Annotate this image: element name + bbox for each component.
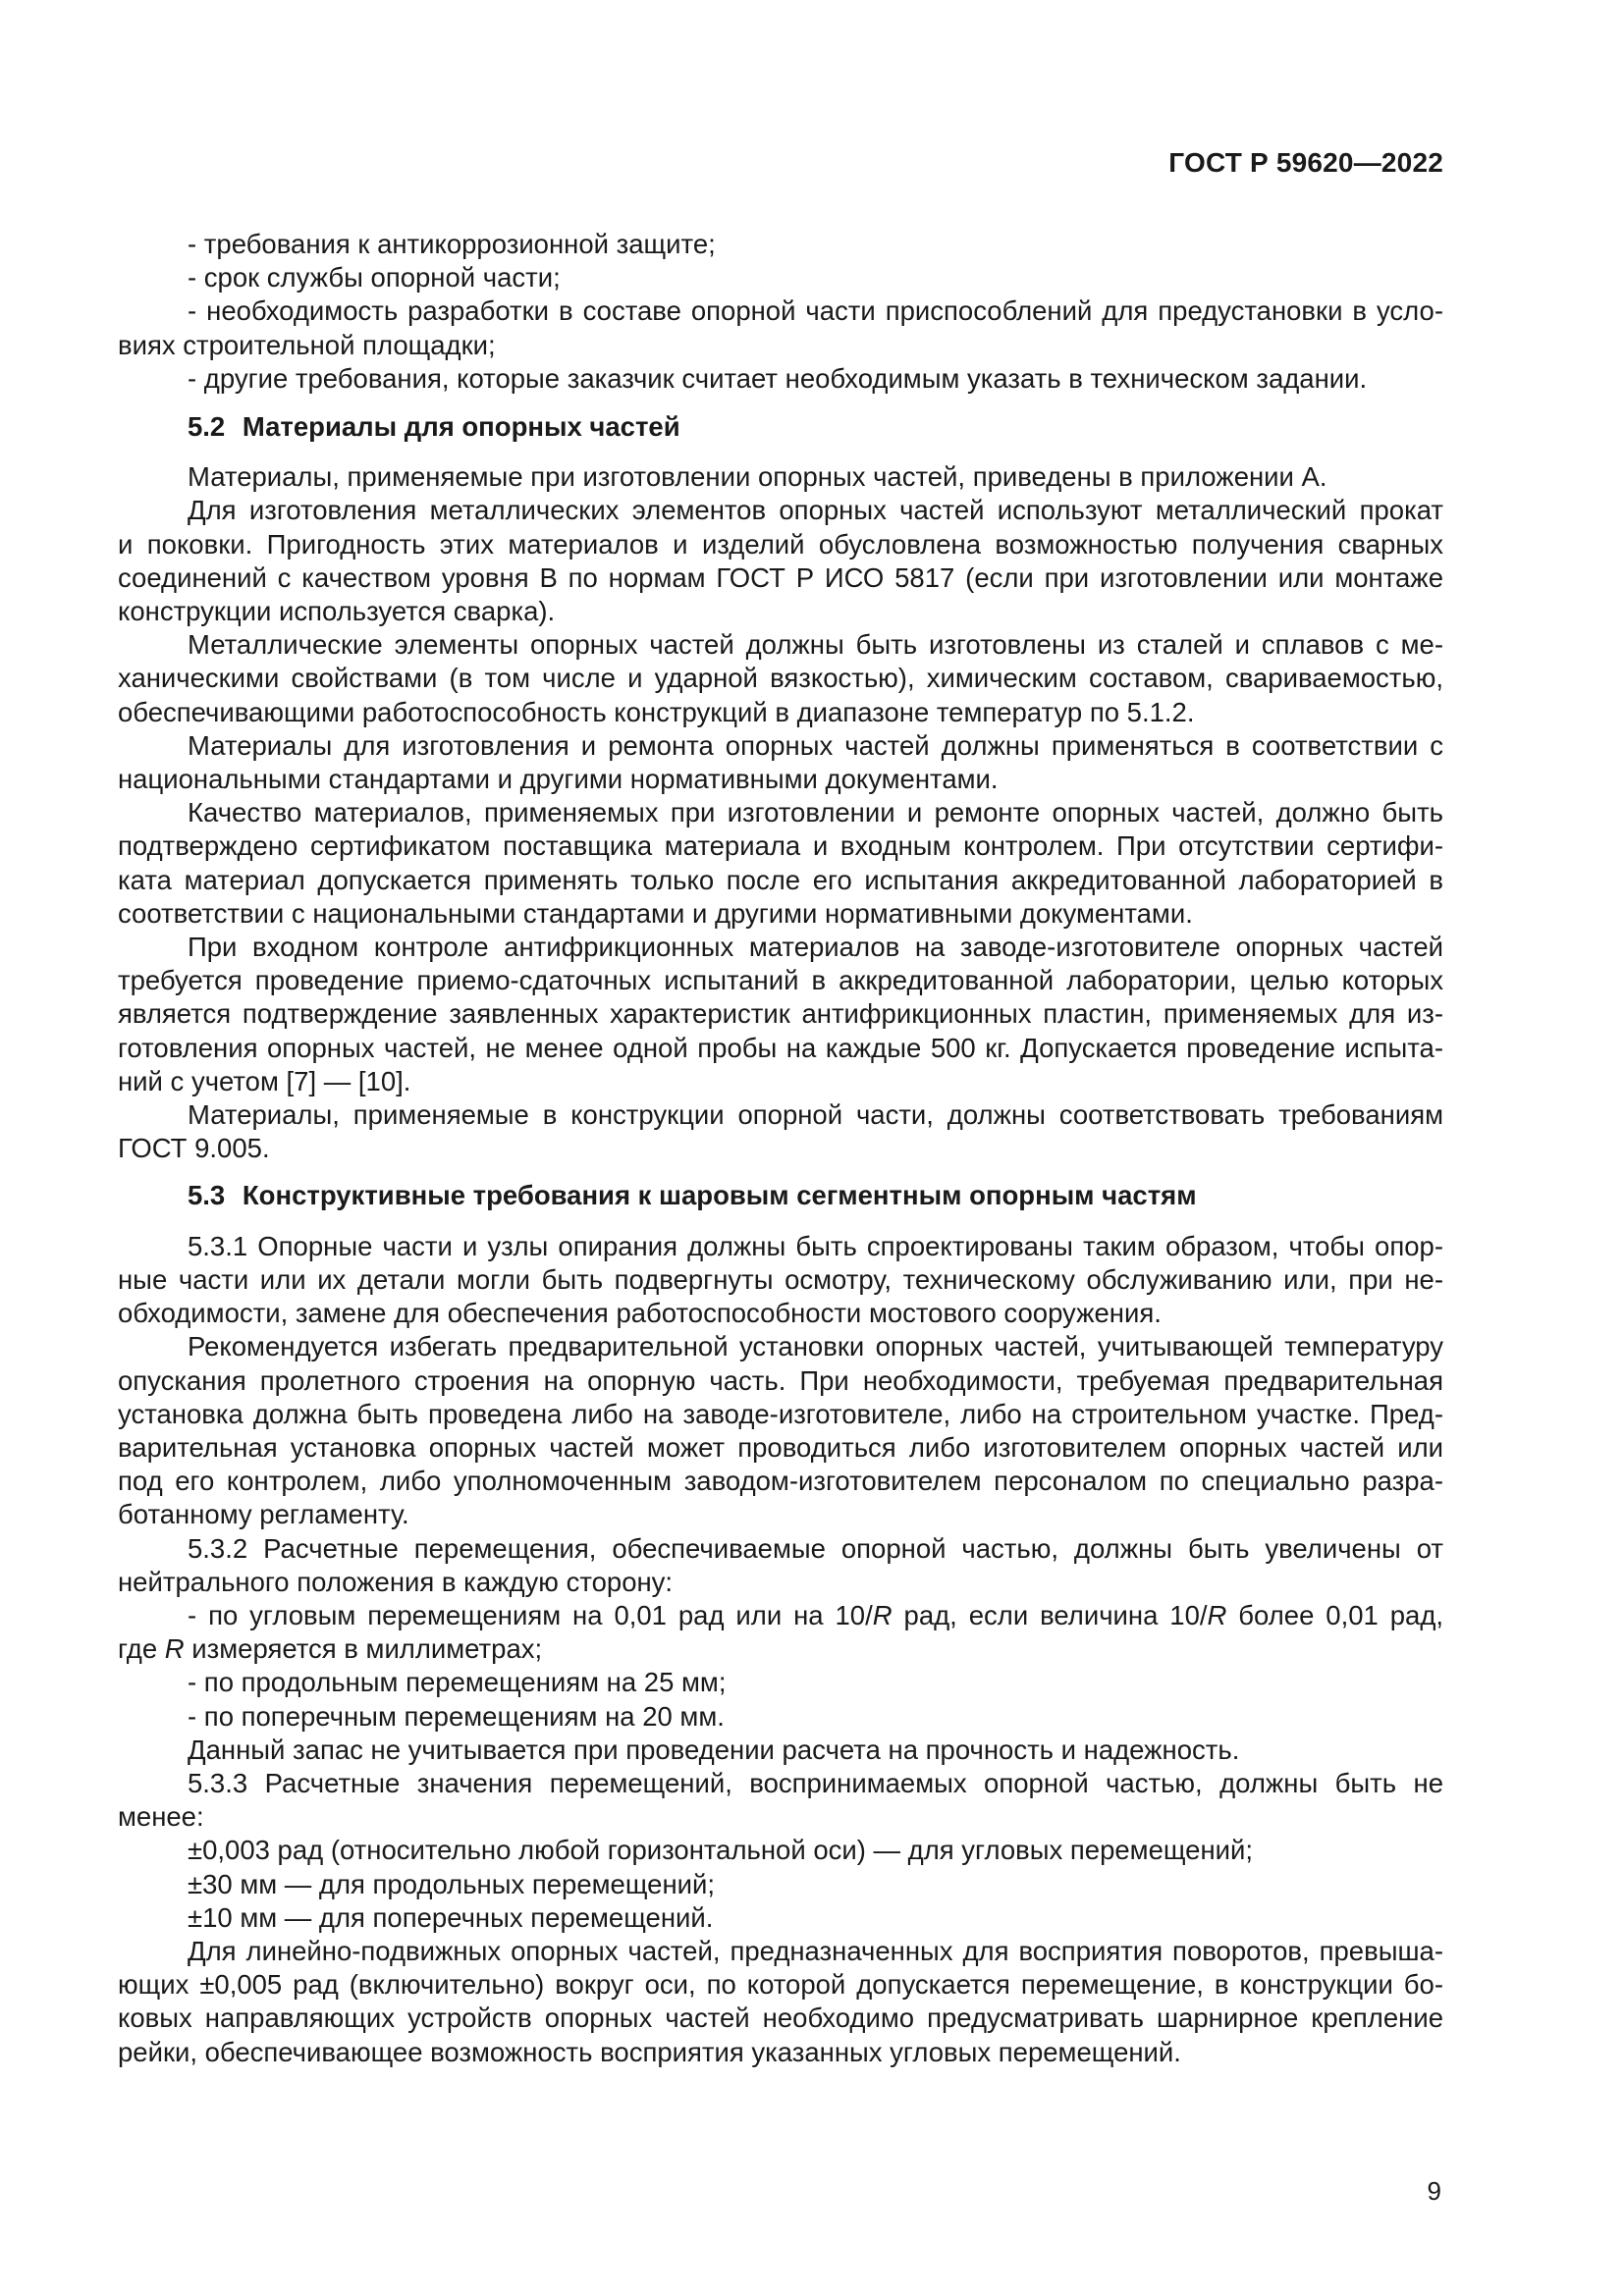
list-item	[118, 1599, 1443, 1632]
section-5-2-body	[118, 460, 1443, 1165]
text-run: где	[118, 1633, 165, 1665]
paragraph-line: Материалы, применяемые в конструкции опорной части, должны соответствовать требованиям	[188, 1099, 1443, 1131]
paragraph-line: под его контролем, либо уполномоченным заводом-изготовителем персоналом по специально разра-	[118, 1466, 1443, 1497]
section-heading-5-2	[118, 410, 1443, 444]
paragraph-line: 5.3.1 Опорные части и узлы опирания должны быть спроектированы таким образом, чтобы опор-	[188, 1230, 1443, 1261]
paragraph-line: 5.3.3 Расчетные значения перемещений, воспринимаемых опорной частью, должны быть не	[188, 1767, 1443, 1798]
paragraph-line: Для изготовления металлических элементов опорных частей используют металлический прокат	[188, 495, 1443, 526]
list-item-continuation	[118, 1632, 1443, 1666]
paragraph-line: соответствии с национальными стандартами и другими нормативными документами.	[118, 897, 1193, 929]
paragraph-line: соединений с качеством уровня В по нормам ГОСТ Р ИСО 5817 (если при изготовлении или монтаже	[118, 561, 1443, 593]
page-body	[118, 228, 1443, 2069]
paragraph-line: установка должна быть проведена либо на заводе-изготовителе, либо на строительном участке. Пред-	[118, 1398, 1443, 1429]
text-run: измеряется в миллиметрах;	[184, 1633, 543, 1665]
paragraph-line: и поковки. Пригодность этих материалов и изделий обусловлена возможностью получения сварных	[118, 528, 1443, 560]
paragraph-line: ГОСТ 9.005.	[118, 1133, 270, 1164]
paragraph-line: ката материал допускается применять только после его испытания аккредитованной лабораторией в	[118, 864, 1443, 895]
text-run: рад, если величина 10/	[892, 1599, 1208, 1630]
list-item: - срок службы опорной части;	[188, 262, 561, 294]
paragraph-line: Металлические элементы опорных частей должны быть изготовлены из сталей и сплавов с ме-	[188, 629, 1443, 661]
text-run: - по угловым перемещениям на 0,01 рад или на 10/	[188, 1599, 873, 1630]
section-number: 5.2	[188, 411, 226, 443]
text-run: более 0,01 рад,	[1226, 1599, 1444, 1630]
paragraph-line: Качество материалов, применяемых при изготовлении и ремонте опорных частей, должно быть	[188, 797, 1443, 828]
list-item: - требования к антикоррозионной защите;	[188, 229, 716, 259]
list-item: ±10 мм — для поперечных перемещений.	[188, 1901, 714, 1933]
page-number: 9	[1427, 2176, 1441, 2206]
paragraph-line: При входном контроле антифрикционных материалов на заводе-изготовителе опорных частей	[188, 932, 1443, 963]
paragraph-line: ные части или их детали могли быть подвергнуты осмотру, техническому обслуживанию или, при не-	[118, 1263, 1443, 1295]
requirements-list	[118, 228, 1443, 396]
paragraph-line: менее:	[118, 1801, 204, 1833]
list-item: - по продольным перемещениям на 25 мм;	[188, 1667, 727, 1698]
list-item: ±0,003 рад (относительно любой горизонтальной оси) — для угловых перемещений;	[188, 1835, 1254, 1866]
paragraph-line: ханическими свойствами (в том числе и ударной вязкостью), химическим составом, свариваемостью,	[118, 663, 1443, 694]
paragraph-line: Рекомендуется избегать предварительной установки опорных частей, учитывающей температуру	[188, 1331, 1443, 1362]
section-heading-5-3	[118, 1179, 1443, 1212]
paragraph-line: национальными стандартами и другими нормативными документами.	[118, 764, 999, 795]
paragraph-line: 5.3.2 Расчетные перемещения, обеспечиваемые опорной частью, должны быть увеличены от	[188, 1532, 1443, 1564]
paragraph-line: ний с учетом [7] — [10].	[118, 1065, 411, 1096]
variable-r: R	[164, 1633, 185, 1665]
variable-r: R	[1207, 1599, 1227, 1630]
paragraph-line: варительная установка опорных частей может проводиться либо изготовителем опорных частей или	[118, 1431, 1443, 1463]
variable-r: R	[872, 1599, 893, 1630]
section-title: Материалы для опорных частей	[242, 411, 680, 443]
paragraph-line: готовления опорных частей, не менее одной пробы на каждые 500 кг. Допускается проведение испыта-	[118, 1032, 1443, 1063]
paragraph-line: обходимости, замене для обеспечения работоспособности мостового сооружения.	[118, 1298, 1162, 1329]
paragraph-line: опускания пролетного строения на опорную часть. При необходимости, требуемая предварительная	[118, 1364, 1443, 1396]
list-item: - по поперечным перемещениям на 20 мм.	[188, 1700, 725, 1732]
paragraph-line: требуется проведение приемо-сдаточных испытаний в аккредитованной лаборатории, целью которых	[118, 965, 1443, 996]
document-id-header: ГОСТ Р 59620—2022	[1168, 147, 1443, 178]
list-item-continuation: виях строительной площадки;	[118, 329, 496, 360]
section-5-3-body	[118, 1230, 1443, 2069]
paragraph-line: нейтрального положения в каждую сторону:	[118, 1566, 674, 1597]
list-item: - необходимость разработки в составе опорной части приспособлений для предустановки в усло-	[188, 295, 1443, 327]
paragraph-line: ющих ±0,005 рад (включительно) вокруг оси, по которой допускается перемещение, в конструкции бо-	[118, 1969, 1443, 2001]
paragraph-line: Данный запас не учитывается при проведении расчета на прочность и надежность.	[188, 1734, 1240, 1765]
paragraph-line: Для линейно-подвижных опорных частей, предназначенных для восприятия поворотов, превыша-	[188, 1935, 1443, 1966]
paragraph-line: является подтверждение заявленных характеристик антифрикционных пластин, применяемых для из-	[118, 998, 1443, 1030]
paragraph-line: подтверждено сертификатом поставщика материала и входным контролем. При отсутствии сертифи-	[118, 830, 1443, 862]
paragraph-line: Материалы, применяемые при изготовлении опорных частей, приведены в приложении А.	[188, 461, 1327, 493]
paragraph-line: ковых направляющих устройств опорных частей необходимо предусматривать шарнирное крепление	[118, 2002, 1443, 2034]
paragraph-line: рейки, обеспечивающее возможность восприятия указанных угловых перемещений.	[118, 2036, 1181, 2067]
section-title: Конструктивные требования к шаровым сегментным опорным частям	[242, 1180, 1197, 1211]
section-number: 5.3	[188, 1180, 226, 1211]
paragraph-line: конструкции используется сварка).	[118, 596, 556, 627]
list-item: ±30 мм — для продольных перемещений;	[188, 1868, 716, 1899]
paragraph-line: обеспечивающими работоспособность конструкций в диапазоне температур по 5.1.2.	[118, 696, 1195, 727]
paragraph-line: Материалы для изготовления и ремонта опорных частей должны применяться в соответствии с	[188, 729, 1443, 761]
list-item: - другие требования, которые заказчик считает необходимым указать в техническом задании.	[188, 362, 1368, 394]
paragraph-line: ботанному регламенту.	[118, 1499, 409, 1530]
